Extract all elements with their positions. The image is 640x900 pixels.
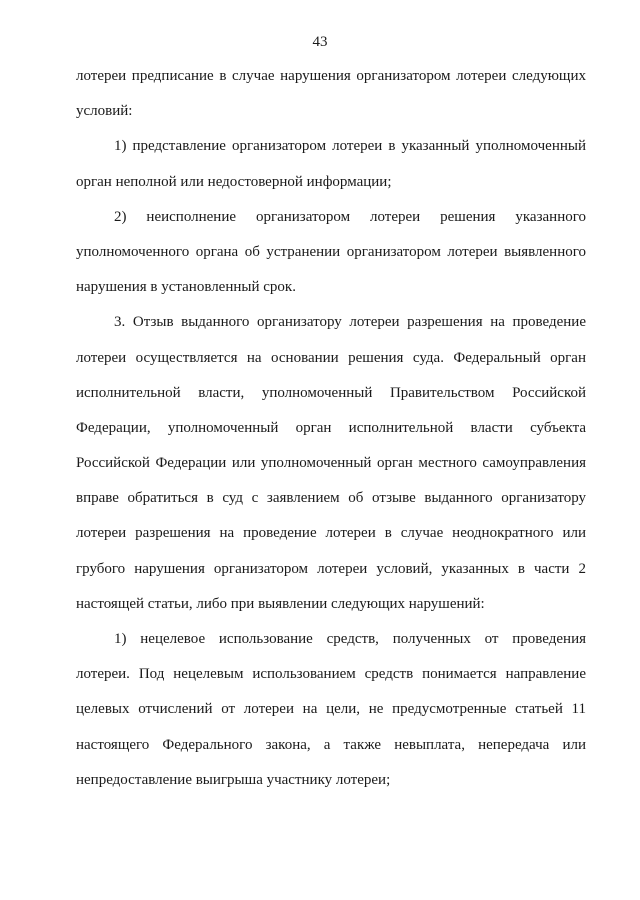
text-line: лотереи предписание в случае нарушения организатором лотереи следующих <box>76 68 586 84</box>
text-line: орган неполной или недостоверной информации; <box>76 173 392 190</box>
text-line: Российской Федерации или уполномоченный орган местного самоуправления <box>76 455 586 472</box>
text-line: настоящей статьи, либо при выявлении следующих нарушений: <box>76 595 485 612</box>
text-line: исполнительной власти, уполномоченный Правительством Российской <box>76 384 586 401</box>
text-line: целевых отчислений от лотереи на цели, не предусмотренные статьей 11 <box>76 701 586 718</box>
text-line: лотереи разрешения на проведение лотереи в случае неоднократного или <box>76 525 586 542</box>
text-line: лотереи осуществляется на основании решения суда. Федеральный орган <box>76 349 586 366</box>
document-body <box>76 66 586 805</box>
page-number: 43 <box>312 34 328 50</box>
text-line: 3. Отзыв выданного организатору лотереи разрешения на проведение <box>114 314 586 331</box>
text-line: 1) представление организатором лотереи в указанный уполномоченный <box>114 138 586 155</box>
text-line: непредоставление выигрыша участнику лотереи; <box>76 771 391 788</box>
text-line: Федерации, уполномоченный орган исполнительной власти субъекта <box>76 419 586 436</box>
text-line: 1) нецелевое использование средств, полученных от проведения <box>114 631 586 647</box>
text-line: 2) неисполнение организатором лотереи решения указанного <box>114 208 586 225</box>
text-line: грубого нарушения организатором лотереи условий, указанных в части 2 <box>76 560 586 577</box>
text-line: нарушения в установленный срок. <box>76 279 296 296</box>
text-line: лотереи. Под нецелевым использованием средств понимается направление <box>76 666 586 683</box>
text-line: условий: <box>76 103 133 120</box>
text-line: настоящего Федерального закона, а также невыплата, непередача или <box>76 736 586 753</box>
text-line: вправе обратиться в суд с заявлением об отзыве выданного организатору <box>76 490 586 507</box>
text-line: уполномоченного органа об устранении организатором лотереи выявленного <box>76 243 586 260</box>
